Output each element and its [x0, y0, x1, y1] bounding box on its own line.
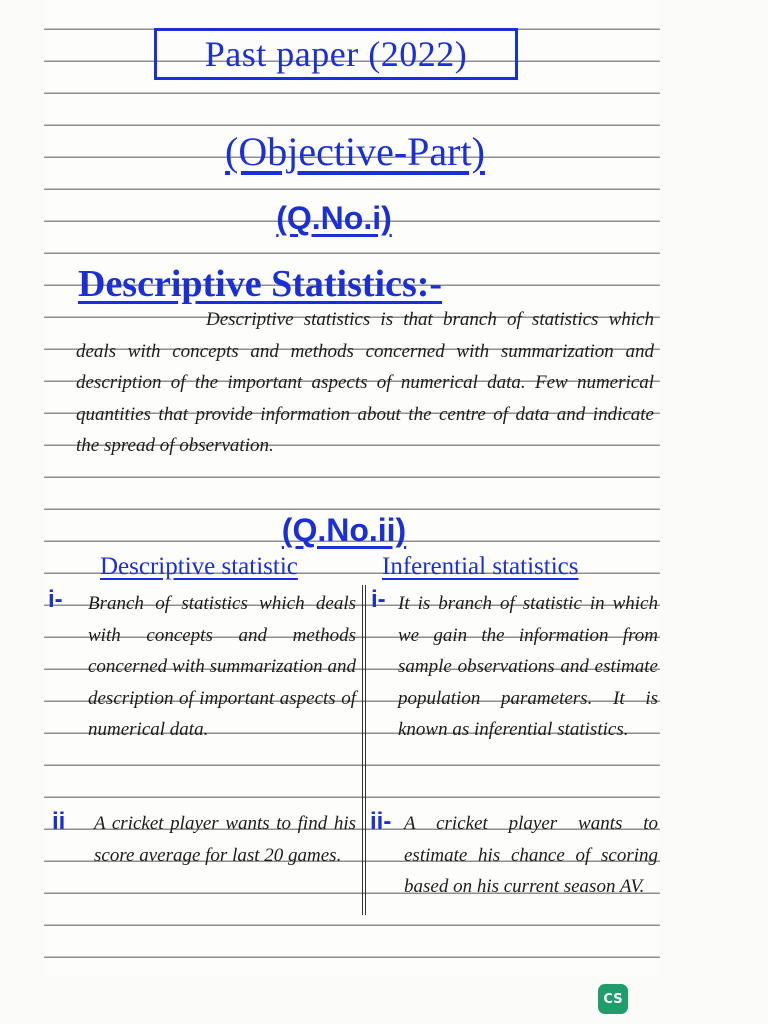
right-row1-text: It is branch of statistic in which we gain the information from sample observations and estimate population parameters. It is known as inferential statistics.	[398, 593, 658, 740]
page-title: Past paper (2022)	[154, 28, 518, 80]
right-column-heading: Inferential statistics	[382, 553, 579, 580]
column-divider	[362, 585, 366, 915]
topic-heading: Descriptive Statistics:-	[78, 263, 443, 305]
question-label-2: (Q.No.ii)	[281, 512, 407, 548]
camscanner-logo: CS	[598, 984, 628, 1014]
definition-paragraph	[76, 304, 654, 462]
left-row1-text: Branch of statistics which deals with concepts and methods concerned with summarization and description of important aspects of numerical data.	[88, 593, 356, 740]
definition-text: Descriptive statistics is that branch of statistics which deals with concepts and methods concerned with summarization and description of the important aspects of numerical data. Few numerical quantities that provide information about the centre of data and indicate the spread of observation.	[76, 309, 654, 456]
left-column-heading: Descriptive statistic	[100, 553, 298, 580]
left-row2-marker: ii	[52, 808, 66, 835]
section-heading: (Objective-Part)	[225, 129, 485, 174]
right-row2-marker: ii-	[370, 808, 392, 835]
left-row1-marker: i-	[48, 586, 63, 613]
right-row1-marker: i-	[371, 586, 386, 613]
right-row2-text: A cricket player wants to estimate his chance of scoring based on his current season AV.	[404, 813, 658, 897]
question-label-1: (Q.No.i)	[276, 200, 392, 236]
left-row2-text: A cricket player wants to find his score average for last 20 games.	[94, 813, 356, 866]
